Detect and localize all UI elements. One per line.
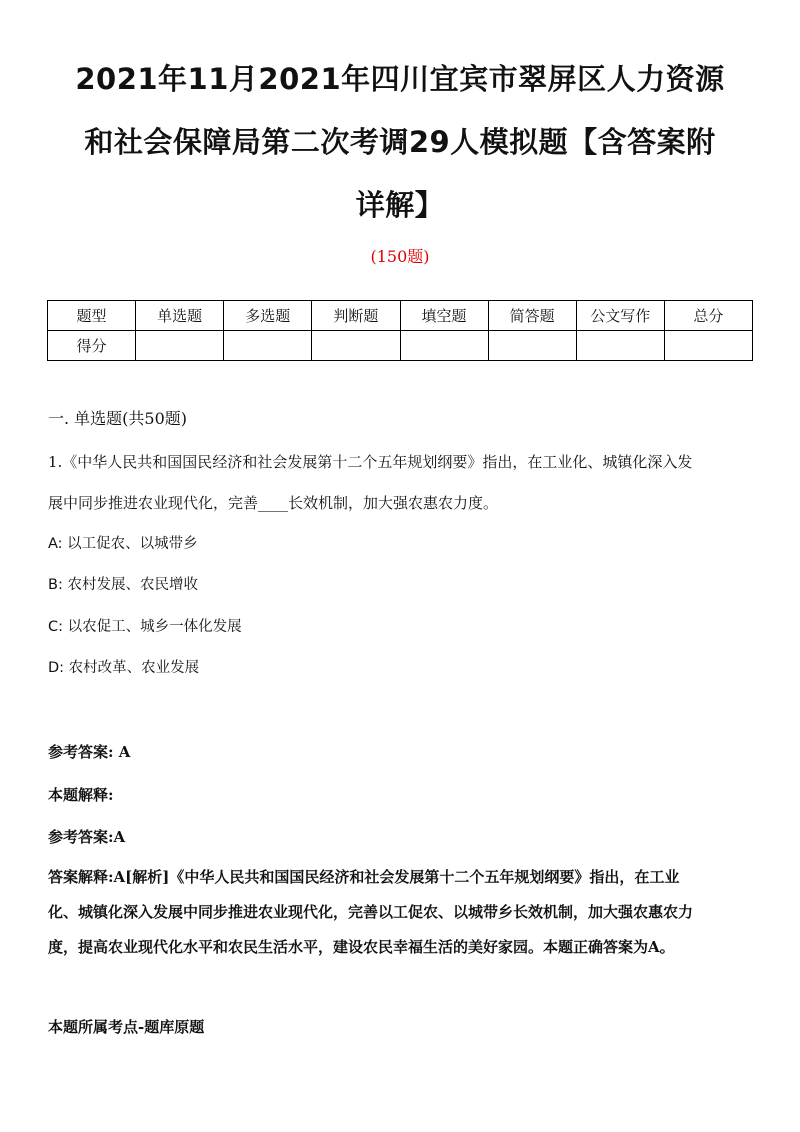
score-cell: [312, 331, 400, 361]
knowledge-point: 本题所属考点-题库原题: [48, 1018, 205, 1036]
analysis-line-1: 答案解释:A[解析]《中华人民共和国国民经济和社会发展第十二个五年规划纲要》指出，在工业: [48, 868, 680, 886]
answer-analysis: [48, 860, 758, 965]
document-title: [20, 48, 780, 237]
header-cell-total: 总分: [664, 301, 752, 331]
score-row-label: 得分: [48, 331, 136, 361]
score-table-score-row: [48, 331, 753, 361]
reference-answer: 参考答案: A: [48, 743, 131, 761]
title-line-3: 详解】: [355, 188, 445, 222]
header-cell-single: 单选题: [136, 301, 224, 331]
header-cell-multi: 多选题: [224, 301, 312, 331]
score-cell: [488, 331, 576, 361]
analysis-line-2: 化、城镇化深入发展中同步推进农业现代化，完善以工促农、以城带乡长效机制，加大强农惠农力: [48, 903, 694, 921]
header-cell-type: 题型: [48, 301, 136, 331]
question-stem-line-2: 展中同步推进农业现代化，完善____长效机制，加大强农惠农力度。: [48, 494, 499, 512]
option-c: C: 以农促工、城乡一体化发展: [48, 619, 242, 635]
question-count: (150题): [370, 247, 430, 266]
reference-answer-repeat: 参考答案:A: [48, 828, 126, 846]
option-b: B: 农村发展、农民增收: [48, 577, 198, 593]
score-cell: [576, 331, 664, 361]
score-table: [47, 300, 753, 361]
score-cell: [664, 331, 752, 361]
section-heading: 一. 单选题(共50题): [48, 409, 188, 428]
question-stem: [48, 442, 758, 524]
question-stem-line-1: 1.《中华人民共和国国民经济和社会发展第十二个五年规划纲要》指出，在工业化、城镇化深入发: [48, 453, 693, 471]
score-cell: [224, 331, 312, 361]
header-cell-writing: 公文写作: [576, 301, 664, 331]
score-cell: [136, 331, 224, 361]
title-line-2: 和社会保障局第二次考调29人模拟题【含答案附: [84, 125, 716, 159]
header-cell-judge: 判断题: [312, 301, 400, 331]
explanation-label: 本题解释:: [48, 786, 114, 804]
score-cell: [400, 331, 488, 361]
title-line-1: 2021年11月2021年四川宜宾市翠屏区人力资源: [75, 62, 725, 96]
analysis-line-3: 度，提高农业现代化水平和农民生活水平，建设农民幸福生活的美好家园。本题正确答案为A。: [48, 938, 675, 956]
header-cell-short: 简答题: [488, 301, 576, 331]
option-d: D: 农村改革、农业发展: [48, 660, 200, 676]
header-cell-fill: 填空题: [400, 301, 488, 331]
option-a: A: 以工促农、以城带乡: [48, 536, 198, 552]
score-table-header-row: [48, 301, 753, 331]
